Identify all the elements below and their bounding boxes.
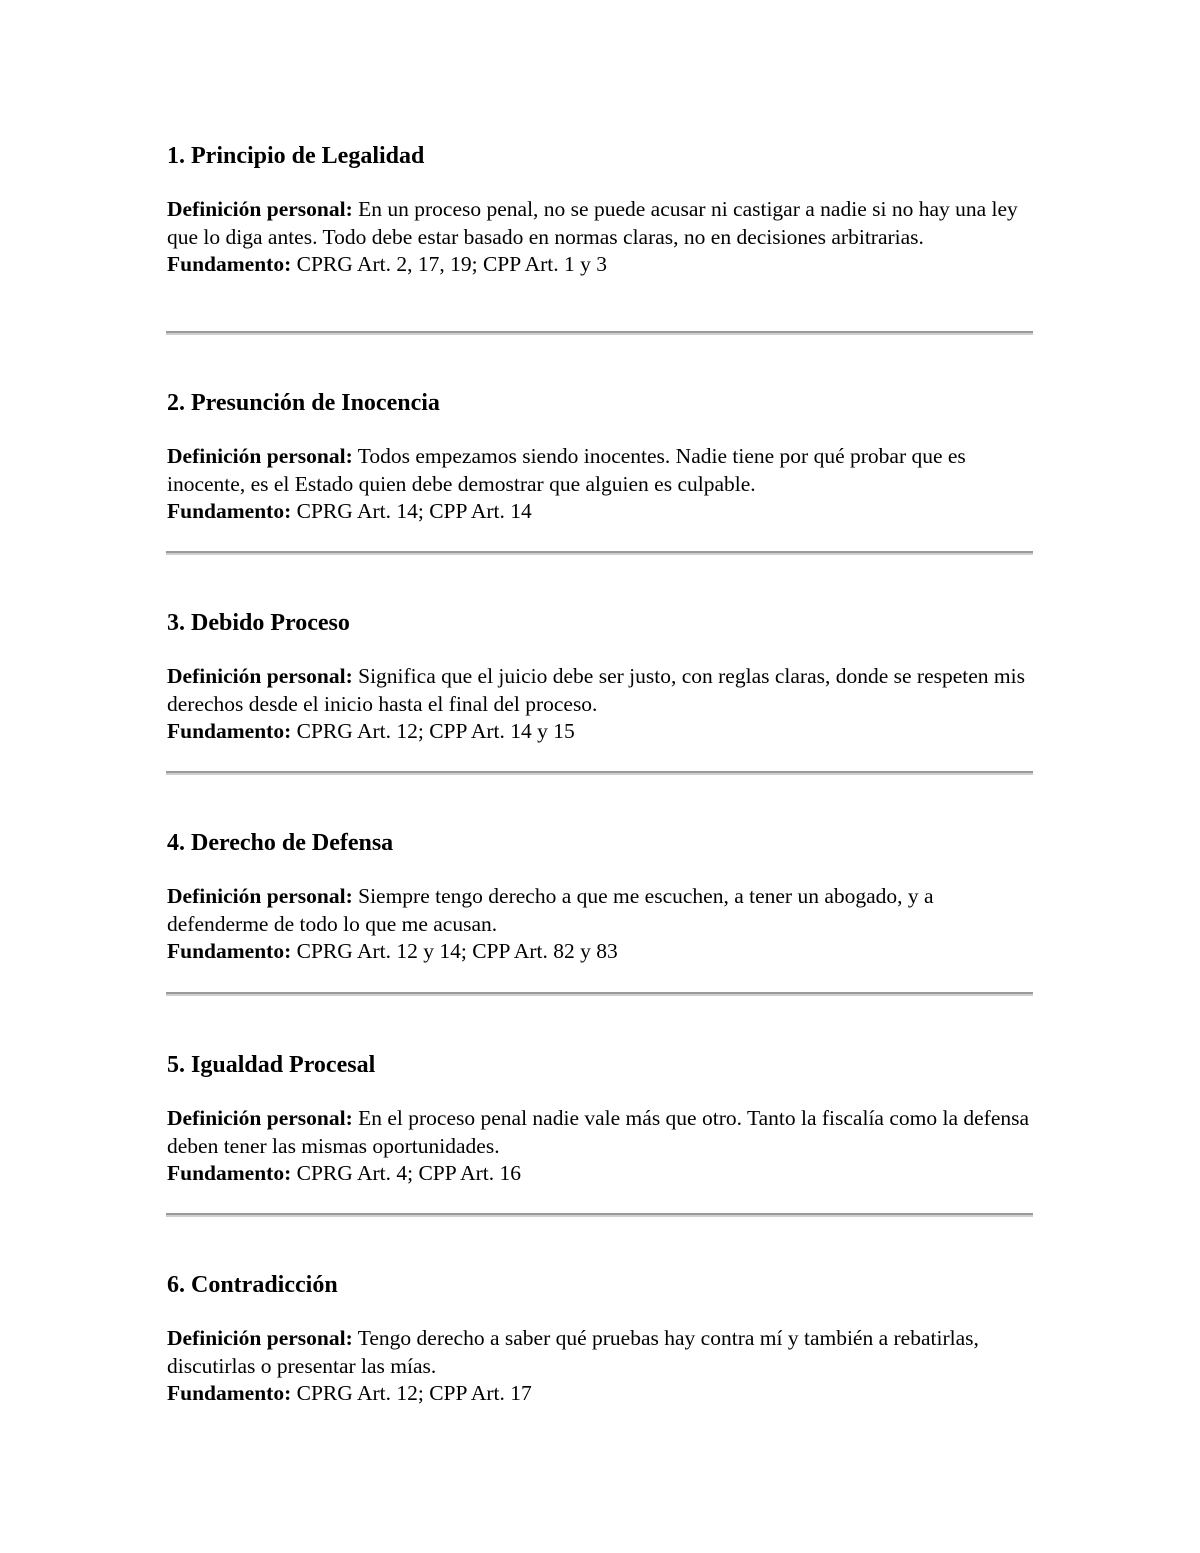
horizontal-rule [166,331,1033,335]
section-debido-proceso [167,609,1033,746]
section-derecho-de-defensa [167,829,1033,966]
definition-label: Definición personal: [167,444,353,468]
basis-text: CPRG Art. 2, 17, 19; CPP Art. 1 y 3 [296,252,608,276]
basis-label: Fundamento: [167,499,292,523]
basis-paragraph [167,1380,1033,1408]
definition-label: Definición personal: [167,197,353,221]
definition-label: Definición personal: [167,884,353,908]
horizontal-rule [166,1213,1033,1217]
basis-paragraph [167,938,1033,966]
section-title: 2. Presunción de Inocencia [167,390,440,416]
basis-label: Fundamento: [167,719,292,743]
section-title: 1. Principio de Legalidad [167,143,425,169]
basis-label: Fundamento: [167,939,292,963]
basis-paragraph [167,718,1033,746]
basis-text: CPRG Art. 14; CPP Art. 14 [296,499,532,523]
section-title: 6. Contradicción [167,1272,338,1298]
section-presuncion-de-inocencia [167,389,1033,526]
definition-label: Definición personal: [167,1326,353,1350]
section-principio-de-legalidad [167,142,1033,279]
definition-paragraph [167,196,1033,251]
definition-text: En un proceso penal, no se puede acusar ni castigar a nadie si no hay una ley que lo diga antes. Todo debe estar basado en normas claras, no en decisiones arbitrarias. [167,197,1018,249]
basis-text: CPRG Art. 12; CPP Art. 17 [296,1381,532,1405]
basis-label: Fundamento: [167,252,292,276]
definition-paragraph [167,883,1033,938]
horizontal-rule [166,551,1033,555]
section-title: 5. Igualdad Procesal [167,1052,376,1078]
section-title: 3. Debido Proceso [167,610,350,636]
basis-paragraph [167,251,1033,279]
definition-text: Significa que el juicio debe ser justo, con reglas claras, donde se respeten mis derechos desde el inicio hasta el final del proceso. [167,664,1025,716]
definition-paragraph [167,443,1033,498]
section-igualdad-procesal [167,1051,1033,1188]
basis-text: CPRG Art. 4; CPP Art. 16 [296,1161,522,1185]
definition-paragraph [167,1105,1033,1160]
definition-text: Todos empezamos siendo inocentes. Nadie tiene por qué probar que es inocente, es el Estado quien debe demostrar que alguien es culpable. [167,444,966,496]
section-contradiccion [167,1271,1033,1408]
definition-text: En el proceso penal nadie vale más que otro. Tanto la fiscalía como la defensa deben tener las mismas oportunidades. [167,1106,1030,1158]
section-title: 4. Derecho de Defensa [167,830,394,856]
definition-text: Siempre tengo derecho a que me escuchen, a tener un abogado, y a defenderme de todo lo que me acusan. [167,884,934,936]
definition-label: Definición personal: [167,1106,353,1130]
definition-paragraph [167,663,1033,718]
definition-text: Tengo derecho a saber qué pruebas hay contra mí y también a rebatirlas, discutirlas o presentar las mías. [167,1326,979,1378]
definition-paragraph [167,1325,1033,1380]
basis-paragraph [167,498,1033,526]
definition-label: Definición personal: [167,664,353,688]
basis-text: CPRG Art. 12; CPP Art. 14 y 15 [296,719,575,743]
horizontal-rule [166,992,1033,996]
basis-text: CPRG Art. 12 y 14; CPP Art. 82 y 83 [296,939,618,963]
basis-label: Fundamento: [167,1161,292,1185]
basis-label: Fundamento: [167,1381,292,1405]
horizontal-rule [166,771,1033,775]
basis-paragraph [167,1160,1033,1188]
